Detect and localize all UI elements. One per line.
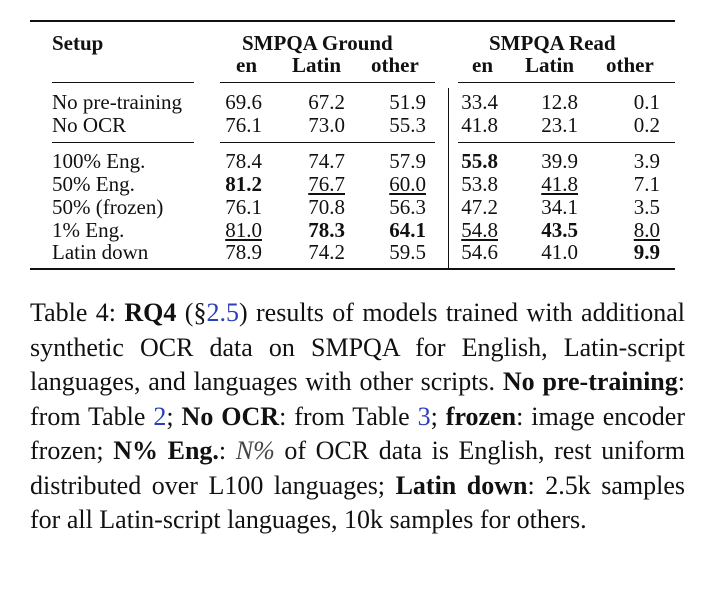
table-cell: 3.9 [633,149,660,173]
sub-header-latin: Latin [525,53,575,77]
table-cell: 0.2 [633,113,660,137]
bottom-rule [30,268,675,270]
table-cell: 0.1 [633,90,660,114]
table-cell: 43.5 [541,218,578,242]
row-label: 50% Eng. [52,172,135,196]
caption-term-no-ocr: No OCR [181,401,280,431]
caption-rq: RQ4 [124,298,177,327]
caption-term-frozen: frozen [445,401,517,431]
table-cell: 59.5 [389,240,426,264]
table-3-link[interactable]: 3 [417,401,431,431]
table-cell: 64.1 [389,218,426,242]
mid-rule-ground [220,142,435,143]
table-cell: 76.1 [225,195,262,219]
caption-term-n-eng: N% Eng. [113,436,219,465]
row-label: No OCR [52,113,127,137]
table-cell: 47.2 [461,195,498,219]
table-cell: 78.3 [308,218,345,242]
table-cell: 54.6 [461,240,498,264]
sub-header-other: other [371,53,419,77]
table-cell: 39.9 [541,149,578,173]
row-label: Latin down [52,240,149,264]
table-cell: 70.8 [308,195,345,219]
table-cell: 76.1 [225,113,262,137]
table-2-link[interactable]: 2 [153,401,167,431]
table-cell: 34.1 [541,195,578,219]
table-cell: 74.2 [308,240,345,264]
table-cell: 53.8 [461,172,498,196]
table-cell: 74.7 [308,149,345,173]
caption-term-no-pretraining: No pre-training [502,367,678,396]
table-cell: 69.6 [225,90,262,114]
table-cell: 78.4 [225,149,262,173]
caption-text: (§ [176,298,207,327]
table-cell: 81.0 [225,218,262,242]
top-rule [30,20,675,22]
results-table [0,0,706,290]
table-cell: 23.1 [541,113,578,137]
row-label: 100% Eng. [52,149,146,173]
caption-text: of OCR data is English, rest uniform distributed over L100 languages; [30,436,686,500]
table-cell: 41.8 [461,113,498,137]
table-cell: 57.9 [389,149,426,173]
caption-term-latin-down: Latin down [395,470,528,500]
table-cell: 55.8 [461,149,498,173]
section-link[interactable]: 2.5 [206,298,239,327]
table-cell: 3.5 [633,195,660,219]
caption-text: : from Table [30,367,685,431]
row-label: 1% Eng. [52,218,125,242]
caption-text: : 2.5k samples for all Latin-script languages, 10k samples for others. [30,470,685,534]
mid-rule-read [458,142,675,143]
table-cell: 9.9 [633,240,660,264]
caption-label: Table 4: [30,298,125,327]
table-cell: 60.0 [389,172,426,196]
caption-text: ; [430,401,446,431]
caption-text: : image encoder frozen; [30,401,685,465]
group-header-read: SMPQA Read [489,31,616,55]
sub-header-en: en [236,53,257,77]
caption-text: : [218,436,236,465]
sub-header-en: en [472,53,493,77]
table-cell: 67.2 [308,90,345,114]
table-cell: 8.0 [633,218,660,242]
setup-header: Setup [52,31,104,55]
table-cell: 33.4 [461,90,498,114]
caption-math-n: N% [235,436,275,465]
table-caption [30,296,685,538]
mid-rule-setup [52,142,194,143]
table-cell: 78.9 [225,240,262,264]
group-header-ground: SMPQA Ground [242,31,393,55]
table-cell: 76.7 [308,172,345,196]
table-cell: 41.8 [541,172,578,196]
caption-text: ) results of models trained with additional synthetic OCR data on SMPQA for English, Latin-script languages, and languages with other scripts. [30,298,686,396]
caption-text: : from Table [279,401,418,431]
table-cell: 73.0 [308,113,345,137]
table-cell: 51.9 [389,90,426,114]
table-cell: 81.2 [225,172,262,196]
sub-header-latin: Latin [292,53,342,77]
table-cell: 41.0 [541,240,578,264]
setup-header-rule [52,82,194,83]
table-cell: 55.3 [389,113,426,137]
table-cell: 12.8 [541,90,578,114]
table-cell: 7.1 [633,172,660,196]
sub-header-other: other [606,53,654,77]
caption-text: ; [166,401,182,431]
row-label: No pre-training [52,90,183,114]
ground-header-rule [220,82,435,83]
table-cell: 54.8 [461,218,498,242]
row-label: 50% (frozen) [52,195,164,219]
read-header-rule [458,82,675,83]
table-cell: 56.3 [389,195,426,219]
